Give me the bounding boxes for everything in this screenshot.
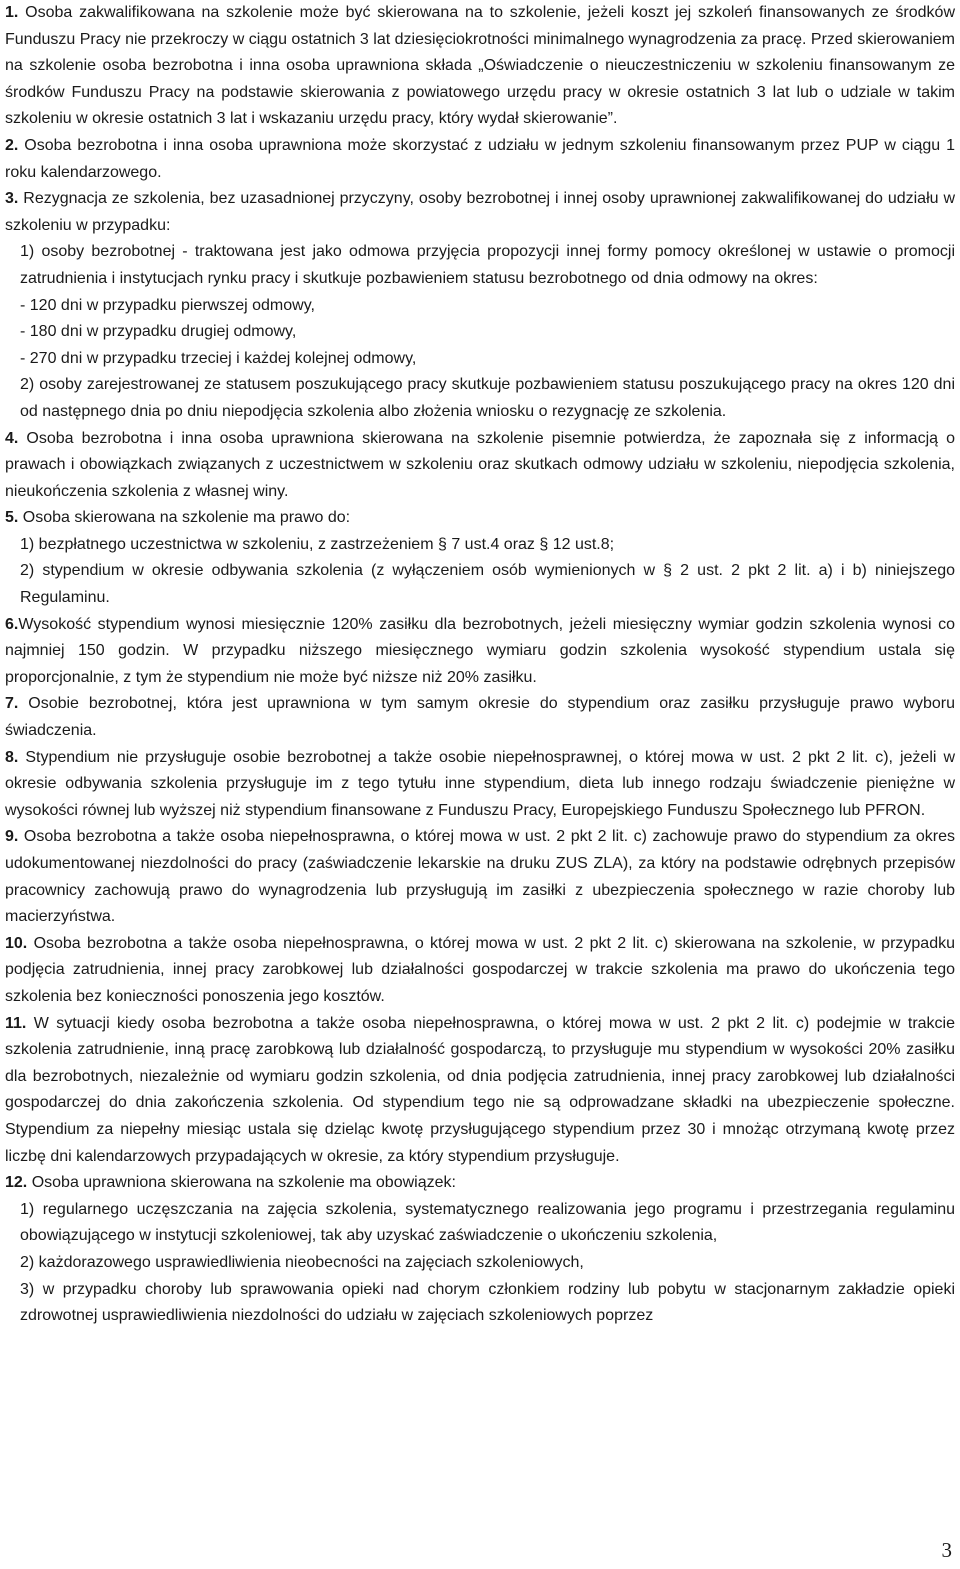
paragraph-text: Rezygnacja ze szkolenia, bez uzasadnionej przyczyny, osoby bezrobotnej i innej osoby uprawnionej zakwalifikowanej do udziału w szkoleniu w przypadku:: [5, 190, 955, 234]
paragraph-text: Stypendium nie przysługuje osobie bezrobotnej a także osobie niepełnosprawnej, o której mowa w ust. 2 pkt 2 lit. c), jeżeli w okresie odbywania szkolenia przysługuje im z tego tytułu inne stypendium, dieta lub innego rodzaju świadczenie pieniężne w wysokości równej lub wyższej niż stypendium finansowane z Funduszu Pracy, Europejskiego Funduszu Społecznego lub PFRON.: [5, 748, 955, 819]
paragraph-1: [5, 0, 955, 133]
list-item: - 120 dni w przypadku pierwszej odmowy,: [20, 296, 315, 314]
paragraph-text: Osoba zakwalifikowana na szkolenie może być skierowana na to szkolenie, jeżeli koszt jej szkoleń finansowanych ze środków Funduszu Pracy nie przekroczy w ciągu ostatnich 3 lat dziesięciokrotności minimalnego wynagrodzenia za pracę. Przed skierowaniem na szkolenie osoba bezrobotna i inna osoba uprawniona składa „Oświadczenie o nieuczestniczeniu w szkoleniu finansowanym ze środków Funduszu Pracy na podstawie skierowania z powiatowego urzędu pracy w okresie ostatnich 3 lat lub o udziale w takim szkoleniu w okresie ostatnich 3 lat i wskazaniu urzędu pracy, który wydał skierowanie”.: [5, 4, 955, 128]
paragraph-4: [5, 426, 955, 506]
list-item: 3) w przypadku choroby lub sprawowania opieki nad chorym członkiem rodziny lub pobytu w stacjonarnym zakładzie opieki zdrowotnej usprawiedliwienia niezdolności do udziału w zajęciach szkoleniowych poprzez: [20, 1280, 955, 1325]
paragraph-7: [5, 691, 955, 744]
paragraph-3: [5, 186, 955, 239]
paragraph-5: [5, 505, 955, 532]
list-item: - 180 dni w przypadku drugiej odmowy,: [20, 323, 297, 341]
list-item: 1) regularnego uczęszczania na zajęcia szkolenia, systematycznego realizowania jego programu i przestrzegania regulaminu obowiązującego w instytucji szkoleniowej, tak aby uzyskać zaświadczenie o ukończeniu szkolenia,: [20, 1200, 955, 1245]
list-item: 2) każdorazowego usprawiedliwienia nieobecności na zajęciach szkoleniowych,: [20, 1253, 584, 1271]
paragraph-8: [5, 745, 955, 825]
paragraph-number: 9.: [5, 828, 19, 846]
paragraph-text: Osoba bezrobotna a także osoba niepełnosprawna, o której mowa w ust. 2 pkt 2 lit. c) zachowuje prawo do stypendium za okres udokumentowanej niezdolności do pracy (zaświadczenie lekarskie na druku ZUS ZLA), za który na podstawie odrębnych przepisów pracownicy zachowują prawo do wynagrodzenia lub przysługują im zasiłki z ubezpieczenia społecznego w razie choroby lub macierzyństwa.: [5, 828, 955, 926]
list-item: 2) osoby zarejestrowanej ze statusem poszukującego pracy skutkuje pozbawieniem statusu poszukującego pracy na okres 120 dni od następnego dnia po dniu niepodjęcia szkolenia albo złożenia wniosku o rezygnację ze szkolenia.: [20, 376, 955, 420]
list-item: 1) bezpłatnego uczestnictwa w szkoleniu, z zastrzeżeniem § 7 ust.4 oraz § 12 ust.8;: [20, 535, 615, 553]
paragraph-6: [5, 612, 955, 692]
paragraph-number: 8.: [5, 748, 19, 766]
document-page: [5, 0, 955, 1330]
paragraph-number: 1.: [5, 4, 19, 21]
paragraph-number: 6.: [5, 615, 19, 633]
paragraph-text: Osoba skierowana na szkolenie ma prawo do:: [18, 509, 351, 527]
paragraph-text: Osoba bezrobotna i inna osoba uprawniona może skorzystać z udziału w jednym szkoleniu finansowanym przez PUP w ciągu 1 roku kalendarzowego.: [5, 136, 955, 181]
paragraph-9: [5, 824, 955, 930]
list-item: 2) stypendium w okresie odbywania szkolenia (z wyłączeniem osób wymienionych w § 2 ust. 2 pkt 2 lit. a) i b) niniejszego Regulaminu.: [20, 562, 955, 607]
paragraph-text: Osoba bezrobotna i inna osoba uprawniona skierowana na szkolenie pisemnie potwierdza, że zapoznała się z informacją o prawach i obowiązkach związanych z uczestnictwem w szkoleniu oraz skutkach odmowy udziału w szkoleniu, niepodjęcia szkolenia, nieukończenia szkolenia z własnej winy.: [5, 429, 955, 500]
list-item: 1) osoby bezrobotnej - traktowana jest jako odmowa przyjęcia propozycji innej formy pomocy określonej w ustawie o promocji zatrudnienia i instytucjach rynku pracy i skutkuje pozbawieniem statusu bezrobotnego od dnia odmowy na okres:: [20, 243, 955, 287]
paragraph-10: [5, 931, 955, 1011]
paragraph-number: 12.: [5, 1174, 28, 1192]
paragraph-number: 5.: [5, 509, 19, 527]
paragraph-number: 7.: [5, 695, 19, 713]
paragraph-number: 3.: [5, 190, 19, 208]
paragraph-number: 11.: [5, 1014, 27, 1032]
paragraph-text: W sytuacji kiedy osoba bezrobotna a także osoba niepełnosprawna, o której mowa w ust. 2 pkt 2 lit. c) podejmie w trakcie szkolenia zatrudnienie, inną pracę zarobkową lub działalność gospodarczą, to przysługuje mu stypendium w wysokości 20% zasiłku dla bezrobotnych, niezależnie od wymiaru godzin szkolenia, od dnia podjęcia zatrudnienia, innej pracy zarobkowej lub działalności gospodarczej do dnia zakończenia szkolenia. Od stypendium tego nie są odprowadzane składki na ubezpieczenie społeczne. Stypendium za niepełny miesiąc ustala się dzieląc kwotę przysługującego stypendium przez 30 i mnożąc otrzymaną kwotę przez liczbę dni kalendarzowych przypadających w okresie, za który stypendium przysługuje.: [5, 1014, 955, 1165]
paragraph-text: Osoba uprawniona skierowana na szkolenie ma obowiązek:: [27, 1174, 456, 1192]
paragraph-12: [5, 1170, 955, 1197]
paragraph-text: Osoba bezrobotna a także osoba niepełnosprawna, o której mowa w ust. 2 pkt 2 lit. c) skierowana na szkolenie, w przypadku podjęcia zatrudnienia, innej pracy zarobkowej lub działalności gospodarczej w trakcie szkolenia ma prawo do ukończenia tego szkolenia bez konieczności ponoszenia jego kosztów.: [5, 934, 955, 1005]
paragraph-11: [5, 1011, 955, 1171]
paragraph-2: [5, 133, 955, 186]
page-number: 3: [941, 1538, 952, 1562]
paragraph-number: 4.: [5, 429, 19, 447]
list-item: - 270 dni w przypadku trzeciej i każdej kolejnej odmowy,: [20, 349, 417, 367]
paragraph-text: Wysokość stypendium wynosi miesięcznie 120% zasiłku dla bezrobotnych, jeżeli miesięczny wymiar godzin szkolenia wynosi co najmniej 150 godzin. W przypadku niższego miesięcznego wymiaru godzin szkolenia wysokość stypendium ustala się proporcjonalnie, z tym że stypendium nie może być niższe niż 20% zasiłku.: [5, 615, 955, 686]
paragraph-text: Osobie bezrobotnej, która jest uprawniona w tym samym okresie do stypendium oraz zasiłku przysługuje prawo wyboru świadczenia.: [5, 695, 955, 740]
paragraph-number: 2.: [5, 136, 19, 154]
paragraph-number: 10.: [5, 934, 28, 952]
